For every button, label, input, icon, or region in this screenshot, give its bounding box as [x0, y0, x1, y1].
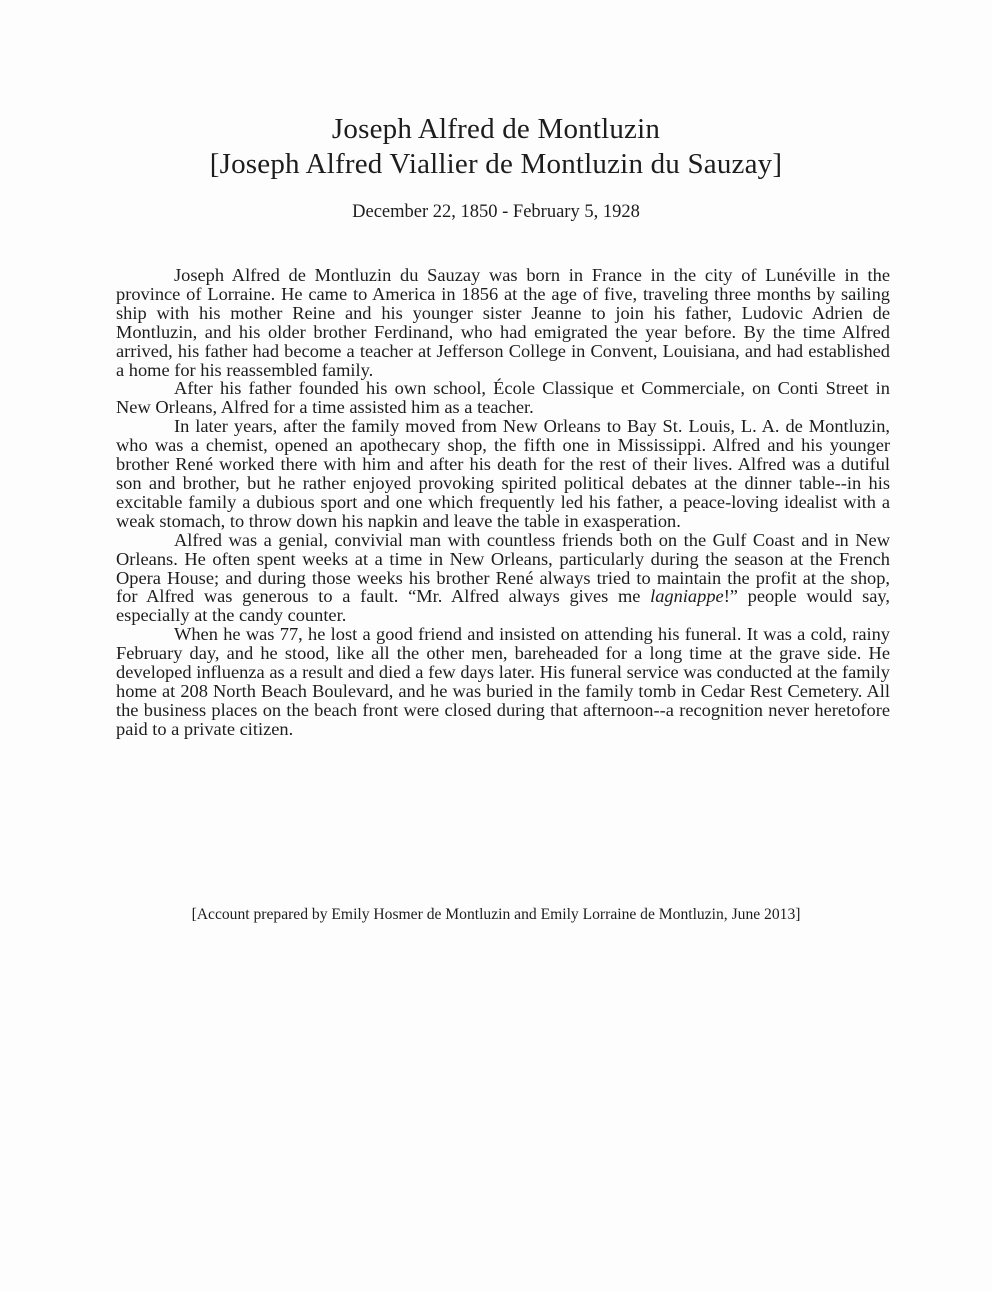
paragraph-4-text-a: Alfred was a genial, convivial man with countless friends both on the Gulf Coast and in New Orleans. He often spent weeks at a time in New Orleans, particularly during the season at the French Opera House; and during those weeks his brother René always tried to maintain the profit at the shop, for Alfred was generous to a fault. “Mr. Alfred always gives me — [116, 529, 890, 607]
paragraph-3: In later years, after the family moved from New Orleans to Bay St. Louis, L. A. de Montluzin, who was a chemist, opened an apothecary shop, the fifth one in Mississippi. Alfred and his younger brother René worked there with him and after his death for the rest of their lives. Alfred was a dutiful son and brother, but he rather enjoyed provoking spirited political debates at the dinner table--in his excitable family a dubious sport and one which frequently led his father, a peace-loving idealist with a weak stomach, to throw down his napkin and leave the table in exasperation. — [116, 416, 890, 531]
document-subtitle: [Joseph Alfred Viallier de Montluzin du Sauzay] — [209, 148, 783, 180]
paragraph-5: When he was 77, he lost a good friend and insisted on attending his funeral. It was a cold, rainy February day, and he stood, like all the other men, bareheaded for a long time at the grave side. He developed influenza as a result and died a few days later. His funeral service was conducted at the family home at 208 North Beach Boulevard, and he was buried in the family tomb in Cedar Rest Cemetery. All the business places on the beach front were closed during that afternoon--a recognition never heretofore paid to a private citizen. — [116, 624, 890, 739]
paragraph-4-italic-word: lagniappe — [650, 586, 724, 607]
paragraph-4 — [116, 531, 890, 626]
paragraph-2: After his father founded his own school, École Classique et Commerciale, on Conti Street in New Orleans, Alfred for a time assisted him as a teacher. — [116, 378, 890, 418]
paragraph-1: Joseph Alfred de Montluzin du Sauzay was born in France in the city of Lunéville in the province of Lorraine. He came to America in 1856 at the age of five, traveling three months by sailing ship with his mother Reine and his younger sister Jeanne to join his father, Ludovic Adrien de Montluzin, and his older brother Ferdinand, who had emigrated the year before. By the time Alfred arrived, his father had become a teacher at Jefferson College in Convent, Louisiana, and had established a home for his reassembled family. — [116, 265, 890, 380]
paragraph-4-text-b: !” people would say, especially at the candy counter. — [116, 586, 890, 626]
account-credit: [Account prepared by Emily Hosmer de Montluzin and Emily Lorraine de Montluzin, June 2013] — [191, 906, 801, 923]
biography-body — [116, 266, 890, 739]
life-dates: December 22, 1850 - February 5, 1928 — [352, 202, 640, 222]
document-title: Joseph Alfred de Montluzin — [331, 113, 661, 145]
